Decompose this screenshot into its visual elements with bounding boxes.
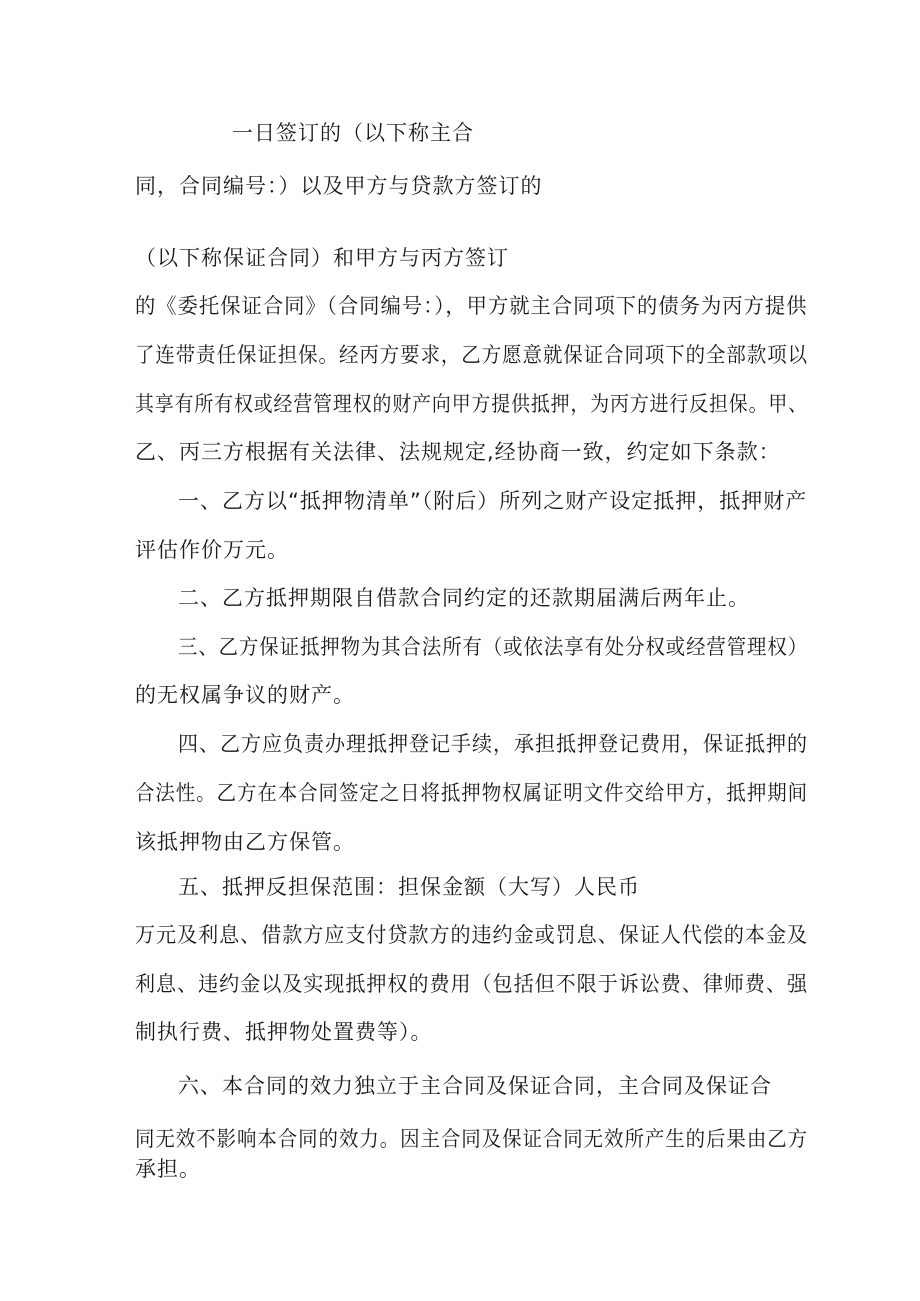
paragraph-first-line: 二、乙方抵押期限自借款合同约定的还款期届满后两年止。 bbox=[178, 586, 750, 610]
text-line: 同，合同编号：）以及甲方与贷款方签订的 bbox=[135, 174, 543, 198]
text-line: 了连带责任保证担保。经丙方要求，乙方愿意就保证合同项下的全部款项以 bbox=[135, 343, 809, 367]
text-line: 评估作价万元。 bbox=[135, 538, 289, 562]
text-line: 合法性。乙方在本合同签定之日将抵押物权属证明文件交给甲方，抵押期间 bbox=[135, 781, 809, 805]
text-line: （以下称保证合同）和甲方与丙方签订 bbox=[135, 246, 509, 270]
text-line: 的《委托保证合同》（合同编号：），甲方就主合同项下的债务为丙方提供 bbox=[135, 294, 808, 318]
paragraph-first-line: 三、乙方保证抵押物为其合法所有（或依法享有处分权或经营管理权） bbox=[178, 635, 809, 659]
text-line: 利息、违约金以及实现抵押权的费用（包括但不限于诉讼费、律师费、强 bbox=[135, 972, 809, 996]
text-line: 该抵押物由乙方保管。 bbox=[135, 830, 355, 854]
text-line: 万元及利息、借款方应支付贷款方的违约金或罚息、保证人代偿的本金及 bbox=[135, 923, 809, 947]
paragraph-first-line: 四、乙方应负责办理抵押登记手续，承担抵押登记费用，保证抵押的 bbox=[178, 732, 808, 756]
text-line: 同无效不影响本合同的效力。因主合同及保证合同无效所产生的后果由乙方 bbox=[135, 1127, 809, 1151]
paragraph-first-line: 一、乙方以“抵押物清单”（附后）所列之财产设定抵押，抵押财产 bbox=[178, 489, 808, 513]
text-line: 制执行费、抵押物处置费等）。 bbox=[135, 1020, 433, 1044]
text-line: 乙、丙三方根据有关法律、法规规定,经协商一致，约定如下条款： bbox=[135, 440, 781, 464]
text-line: 的无权属争议的财产。 bbox=[135, 683, 355, 707]
paragraph-first-line: 五、抵押反担保范围：担保金额（大写）人民币 bbox=[178, 875, 640, 899]
text-line: 一日签订的（以下称主合 bbox=[232, 121, 474, 145]
paragraph-first-line: 六、本合同的效力独立于主合同及保证合同，主合同及保证合 bbox=[178, 1074, 772, 1098]
text-line: 其享有所有权或经营管理权的财产向甲方提供抵押，为丙方进行反担保。甲、 bbox=[135, 392, 808, 416]
text-line: 承担。 bbox=[135, 1157, 201, 1181]
